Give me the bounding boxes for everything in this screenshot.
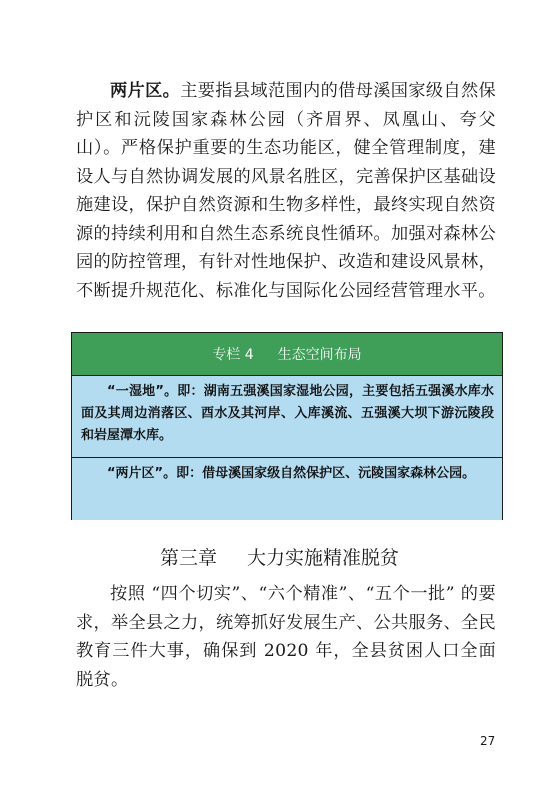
sidebar-box <box>71 332 503 520</box>
sidebar-box-header <box>72 333 502 376</box>
sidebar-box-title: 生态空间布局 <box>277 347 362 363</box>
chapter-paragraph: 按照 “四个切实”、“六个精准”、“五个一批” 的要求，举全县之力，统筹抓好发展生产、公共服务、全民教育三件大事，确保到 2020 年，全县贫困人口全面脱贫。 <box>76 584 496 690</box>
section-paragraph <box>76 77 496 305</box>
section-body: 主要指县域范围内的借母溪国家级自然保护区和沅陵国家森林公园（齐眉界、凤凰山、夸父山）。严格保护重要的生态功能区，健全管理制度，建设人与自然协调发展的风景名胜区，完善保护区基础设施建设，保护自然资源和生物多样性，最终实现自然资源的持续利用和自然生态系统良性循环。加强对森林公园的防控管理，有针对性地保护、改造和建设风景林，不断提升规范化、标准化与国际化公园经营管理水平。 <box>76 81 497 301</box>
sidebar-box-label: 专栏 4 <box>212 347 254 363</box>
sidebar-box-item: “一湿地”。即：湖南五强溪国家湿地公园，主要包括五强溪水库水面及其周边消落区、酉水及其河岸、入库溪流、五强溪大坝下游沅陵段和岩屋潭水库。 <box>72 376 502 458</box>
sidebar-box-item: “两片区”。即：借母溪国家级自然保护区、沅陵国家森林公园。 <box>72 458 502 520</box>
section-lead: 两片区。 <box>110 81 181 101</box>
chapter-title: 大力实施精准脱贫 <box>247 547 400 569</box>
chapter-number: 第三章 <box>159 547 217 569</box>
chapter-heading <box>0 543 559 570</box>
page-number: 27 <box>480 734 496 748</box>
